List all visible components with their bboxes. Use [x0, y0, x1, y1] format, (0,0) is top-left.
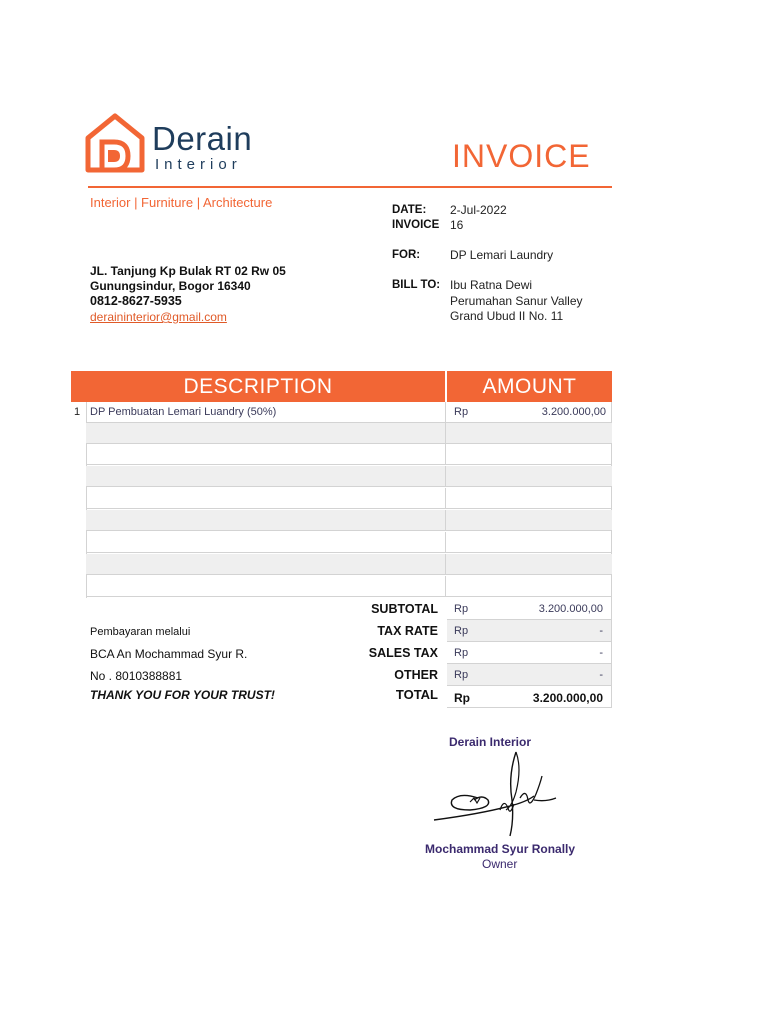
column-divider	[445, 444, 446, 464]
invoice-number-label: INVOICE	[392, 219, 440, 231]
bill-to-line: Perumahan Sanur Valley	[450, 294, 583, 308]
date-value: 2-Jul-2022	[450, 203, 507, 217]
total-currency: Rp	[454, 691, 470, 705]
header-divider	[88, 186, 612, 188]
other-box	[447, 664, 612, 686]
table-row	[86, 488, 612, 509]
total-value: 3.200.000,00	[532, 691, 603, 705]
for-value: DP Lemari Laundry	[450, 248, 554, 262]
thank-you-note: THANK YOU FOR YOUR TRUST!	[90, 688, 275, 702]
column-divider	[445, 488, 446, 508]
for-label: FOR:	[392, 249, 421, 261]
company-name: Derain	[152, 120, 253, 157]
table-row	[86, 554, 612, 575]
row-description: DP Pembuatan Lemari Luandry (50%)	[90, 406, 277, 418]
tax-rate-box	[447, 620, 612, 642]
description-column-header: DESCRIPTION	[71, 371, 445, 402]
sales-tax-label: SALES TAX	[368, 646, 438, 660]
column-divider	[445, 510, 446, 530]
other-currency: Rp	[454, 669, 469, 681]
tax-rate-currency: Rp	[454, 625, 469, 637]
address-line-1: JL. Tanjung Kp Bulak RT 02 Rw 05	[90, 264, 286, 278]
other-value: -	[599, 669, 603, 681]
subtotal-currency: Rp	[454, 603, 469, 615]
column-divider	[445, 532, 446, 552]
payment-intro: Pembayaran melalui	[90, 626, 191, 638]
address-line-2: Gunungsindur, Bogor 16340	[90, 279, 251, 293]
column-divider	[445, 576, 446, 596]
payment-bank: BCA An Mochammad Syur R.	[90, 647, 248, 661]
subtotal-value: 3.200.000,00	[538, 603, 603, 615]
sales-tax-box	[447, 642, 612, 664]
subtotal-box	[447, 598, 612, 620]
tax-rate-label: TAX RATE	[377, 624, 438, 638]
total-box	[447, 686, 612, 708]
table-row	[86, 402, 612, 423]
company-subname: Interior	[155, 156, 242, 173]
column-divider	[445, 466, 446, 486]
amount-column-header: AMOUNT	[447, 371, 612, 402]
table-row	[86, 423, 612, 444]
date-label: DATE:	[392, 204, 427, 216]
total-label: TOTAL	[395, 687, 438, 702]
payment-account: No . 8010388881	[90, 669, 183, 683]
company-email-link[interactable]: deraininterior@gmail.com	[90, 310, 227, 324]
row-number: 1	[74, 406, 81, 418]
subtotal-label: SUBTOTAL	[371, 602, 438, 616]
table-row	[86, 466, 612, 487]
table-row	[86, 444, 612, 465]
company-tagline: Interior | Furniture | Architecture	[90, 195, 273, 210]
bill-to-label: BILL TO:	[392, 279, 441, 291]
invoice-title: INVOICE	[452, 138, 591, 174]
house-logo-icon	[84, 112, 146, 174]
signatory-name: Mochammad Syur Ronally	[425, 842, 576, 856]
column-divider	[445, 554, 446, 574]
table-row	[86, 532, 612, 553]
table-row	[86, 576, 612, 597]
company-phone: 0812-8627-5935	[90, 294, 182, 308]
row-amount: 3.200.000,00	[541, 406, 606, 418]
bill-to-line: Ibu Ratna Dewi	[450, 278, 533, 292]
other-label: OTHER	[394, 668, 438, 682]
signatory-role: Owner	[482, 857, 518, 871]
column-divider	[445, 423, 446, 443]
column-divider	[445, 402, 446, 422]
sales-tax-currency: Rp	[454, 647, 469, 659]
tax-rate-value: -	[599, 625, 603, 637]
table-row	[86, 510, 612, 531]
signature-scribble-icon	[430, 748, 570, 838]
signature-company: Derain Interior	[449, 735, 532, 749]
invoice-number-value: 16	[450, 218, 464, 232]
bill-to-line: Grand Ubud II No. 11	[450, 309, 564, 323]
sales-tax-value: -	[599, 647, 603, 659]
row-currency: Rp	[454, 406, 469, 418]
